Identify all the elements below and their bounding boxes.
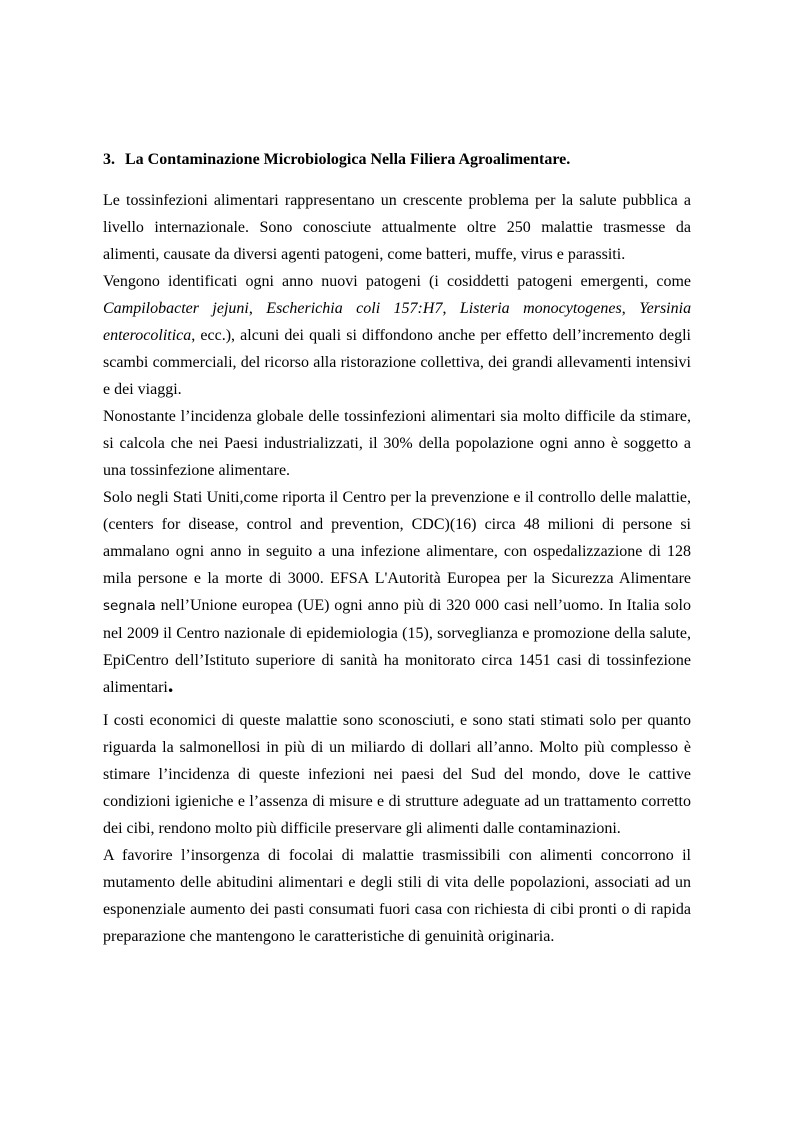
section-heading xyxy=(103,148,691,172)
paragraph-1: Le tossinfezioni alimentari rappresentano un crescente problema per la salute pubblica a livello internazionale. Sono conosciute attualmente oltre 250 malattie trasmesse da alimenti, causate da diversi agenti patogeni, come batteri, muffe, virus e parassiti. xyxy=(103,192,691,263)
pathogen-campilobacter: Campilobacter jejuni xyxy=(103,300,249,317)
paragraph-2-sep-1: , xyxy=(248,300,267,317)
paragraph-4-segnala: segnala xyxy=(103,598,156,614)
paragraph-2-sep-3: , xyxy=(621,300,640,317)
section-number: 3. xyxy=(103,151,115,168)
paragraph-5: I costi economici di queste malattie sono sconosciuti, e sono stati stimati solo per quanto riguarda la salmonellosi in più di un miliardo di dollari all’anno. Molto più complesso è stimare l’incidenza di queste infezioni nei paesi del Sud del mondo, dove le cattive condizioni igieniche e l’assenza di misure e di strutture adeguate ad un trattamento corretto dei cibi, rendono molto più difficile preservare gli alimenti dalle contaminazioni. xyxy=(103,712,691,837)
pathogen-yersinia: Yersinia enterocolitica xyxy=(103,300,692,344)
document-body xyxy=(103,148,691,950)
section-title: La Contaminazione Microbiologica Nella Filiera Agroalimentare. xyxy=(125,151,571,168)
pathogen-listeria: Listeria monocytogenes xyxy=(459,300,622,317)
paragraph-2-text-a: Vengono identificati ogni anno nuovi patogeni (i cosiddetti patogeni emergenti, come xyxy=(103,273,691,290)
paragraph-4 xyxy=(103,484,691,701)
paragraph-4-final-dot: . xyxy=(167,672,174,697)
paragraph-6: A favorire l’insorgenza di focolai di malattie trasmissibili con alimenti concorrono il mutamento delle abitudini alimentari e degli stili di vita delle popolazioni, associati ad un esponenziale aumento dei pasti consumati fuori casa con richiesta di cibi pronti o di rapida preparazione che mantengono le caratteristiche di genuinità originaria. xyxy=(103,847,691,945)
pathogen-escherichia: Escherichia coli 157:H7 xyxy=(266,300,443,317)
paragraph-2-sep-2: , xyxy=(442,300,460,317)
paragraph-2-text-e: , ecc.), alcuni dei quali si diffondono anche per effetto dell’incremento degli scambi commerciali, del ricorso alla ristorazione collettiva, dei grandi allevamenti intensivi e dei viaggi. xyxy=(103,327,691,398)
paragraph-4-text-a: Solo negli Stati Uniti,come riporta il Centro per la prevenzione e il controllo delle malattie, (centers for disease, control and prevention, CDC)(16) circa 48 milioni di persone si ammalano ogni anno in seguito a una infezione alimentare, con ospedalizzazione di 128 mila persone e la morte di 3000. EFSA L'Autorità Europea per la Sicurezza Alimentare xyxy=(103,489,691,587)
paragraph-2 xyxy=(103,268,691,403)
paragraph-3: Nonostante l’incidenza globale delle tossinfezioni alimentari sia molto difficile da stimare, si calcola che nei Paesi industrializzati, il 30% della popolazione ogni anno è soggetto a una tossinfezione alimentare. xyxy=(103,408,691,479)
paragraph-4-text-b: nell’Unione europea (UE) ogni anno più di 320 000 casi nell’uomo. In Italia solo nel 2009 il Centro nazionale di epidemiologia (15), sorveglianza e promozione della salute, EpiCentro dell’Istituto superiore di sanità ha monitorato circa 1451 casi di tossinfezione alimentari xyxy=(103,597,691,696)
